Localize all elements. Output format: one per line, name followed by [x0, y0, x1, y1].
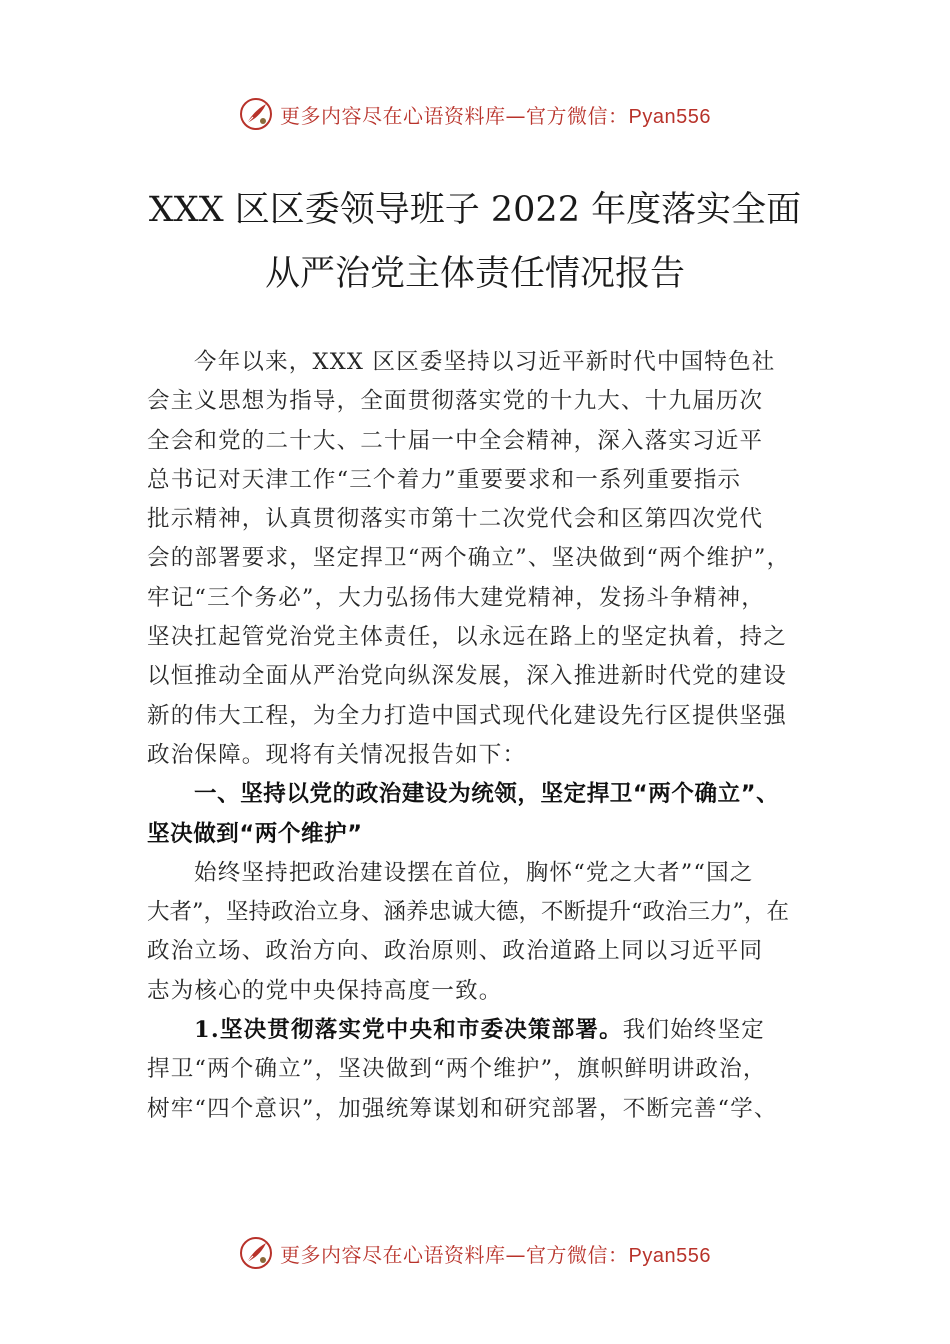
item-lead-rest: 我们始终坚定: [622, 1017, 765, 1044]
quill-pen-circle-icon: [238, 96, 274, 132]
footer-watermark: [238, 1233, 711, 1273]
intro-line: 会的部署要求，坚定捍卫“两个确立”、坚决做到“两个维护”，: [147, 545, 791, 572]
section-heading-line: 一、坚持以党的政治建设为统领，坚定捍卫“两个确立”、: [194, 781, 780, 808]
watermark-separator: —: [505, 103, 526, 128]
intro-line: 牢记“三个务必”，大力弘扬伟大建党精神，发扬斗争精神，: [147, 584, 765, 611]
item-lead: 1.坚决贯彻落实党中央和市委决策部署。: [194, 1017, 623, 1044]
watermark-suffix: 官方微信：: [526, 1242, 629, 1267]
document-title-line-2: 从严治党主体责任情况报告: [264, 254, 685, 294]
watermark-brand: 更多内容尽在心语资料库: [280, 1242, 506, 1267]
section-heading-line: 坚决做到“两个维护”: [147, 820, 363, 847]
intro-line: 新的伟大工程，为全力打造中国式现代化建设先行区提供坚强: [147, 702, 787, 729]
document-body: [147, 343, 809, 1129]
quill-pen-circle-icon: [238, 1235, 274, 1271]
section-paragraph-line: 政治立场、政治方向、政治原则、政治道路上同以习近平同: [147, 938, 764, 965]
watermark-account: Pyan556: [628, 1244, 711, 1267]
header-watermark: [238, 94, 711, 134]
intro-line: 会主义思想为指导，全面贯彻落实党的十九大、十九届历次: [147, 388, 764, 415]
intro-line: 政治保障。现将有关情况报告如下：: [147, 741, 527, 768]
item-first-line: [147, 1011, 809, 1050]
watermark-separator: —: [505, 1242, 526, 1267]
item-line: 捍卫“两个确立”，坚决做到“两个维护”，旗帜鲜明讲政治，: [147, 1056, 767, 1083]
intro-line: 批示精神，认真贯彻落实市第十二次党代会和区第四次党代: [147, 506, 764, 533]
intro-line: 今年以来，XXX 区区委坚持以习近平新时代中国特色社: [194, 349, 776, 375]
intro-line: 以恒推动全面从严治党向纵深发展，深入推进新时代党的建设: [147, 663, 787, 690]
watermark-text: [280, 100, 711, 129]
intro-line: 全会和党的二十大、二十届一中全会精神，深入落实习近平: [147, 427, 764, 454]
section-paragraph-line: 大者”，坚持政治立身、涵养忠诚大德，不断提升“政治三力”，在: [147, 899, 790, 926]
watermark-brand: 更多内容尽在心语资料库: [280, 103, 506, 128]
watermark-suffix: 官方微信：: [526, 103, 629, 128]
section-paragraph-line: 志为核心的党中央保持高度一致。: [147, 977, 503, 1004]
document-title-line-1: XXX 区区委领导班子 2022 年度落实全面: [148, 190, 802, 230]
intro-line: 总书记对天津工作“三个着力”重要要求和一系列重要指示: [147, 466, 742, 493]
watermark-account: Pyan556: [628, 105, 711, 128]
intro-line: 坚决扛起管党治党主体责任，以永远在路上的坚定执着，持之: [147, 624, 787, 651]
watermark-text: [280, 1239, 711, 1268]
item-line: 树牢“四个意识”，加强统筹谋划和研究部署，不断完善“学、: [147, 1095, 778, 1122]
section-paragraph-line: 始终坚持把政治建设摆在首位，胸怀“党之大者”“国之: [194, 859, 754, 886]
